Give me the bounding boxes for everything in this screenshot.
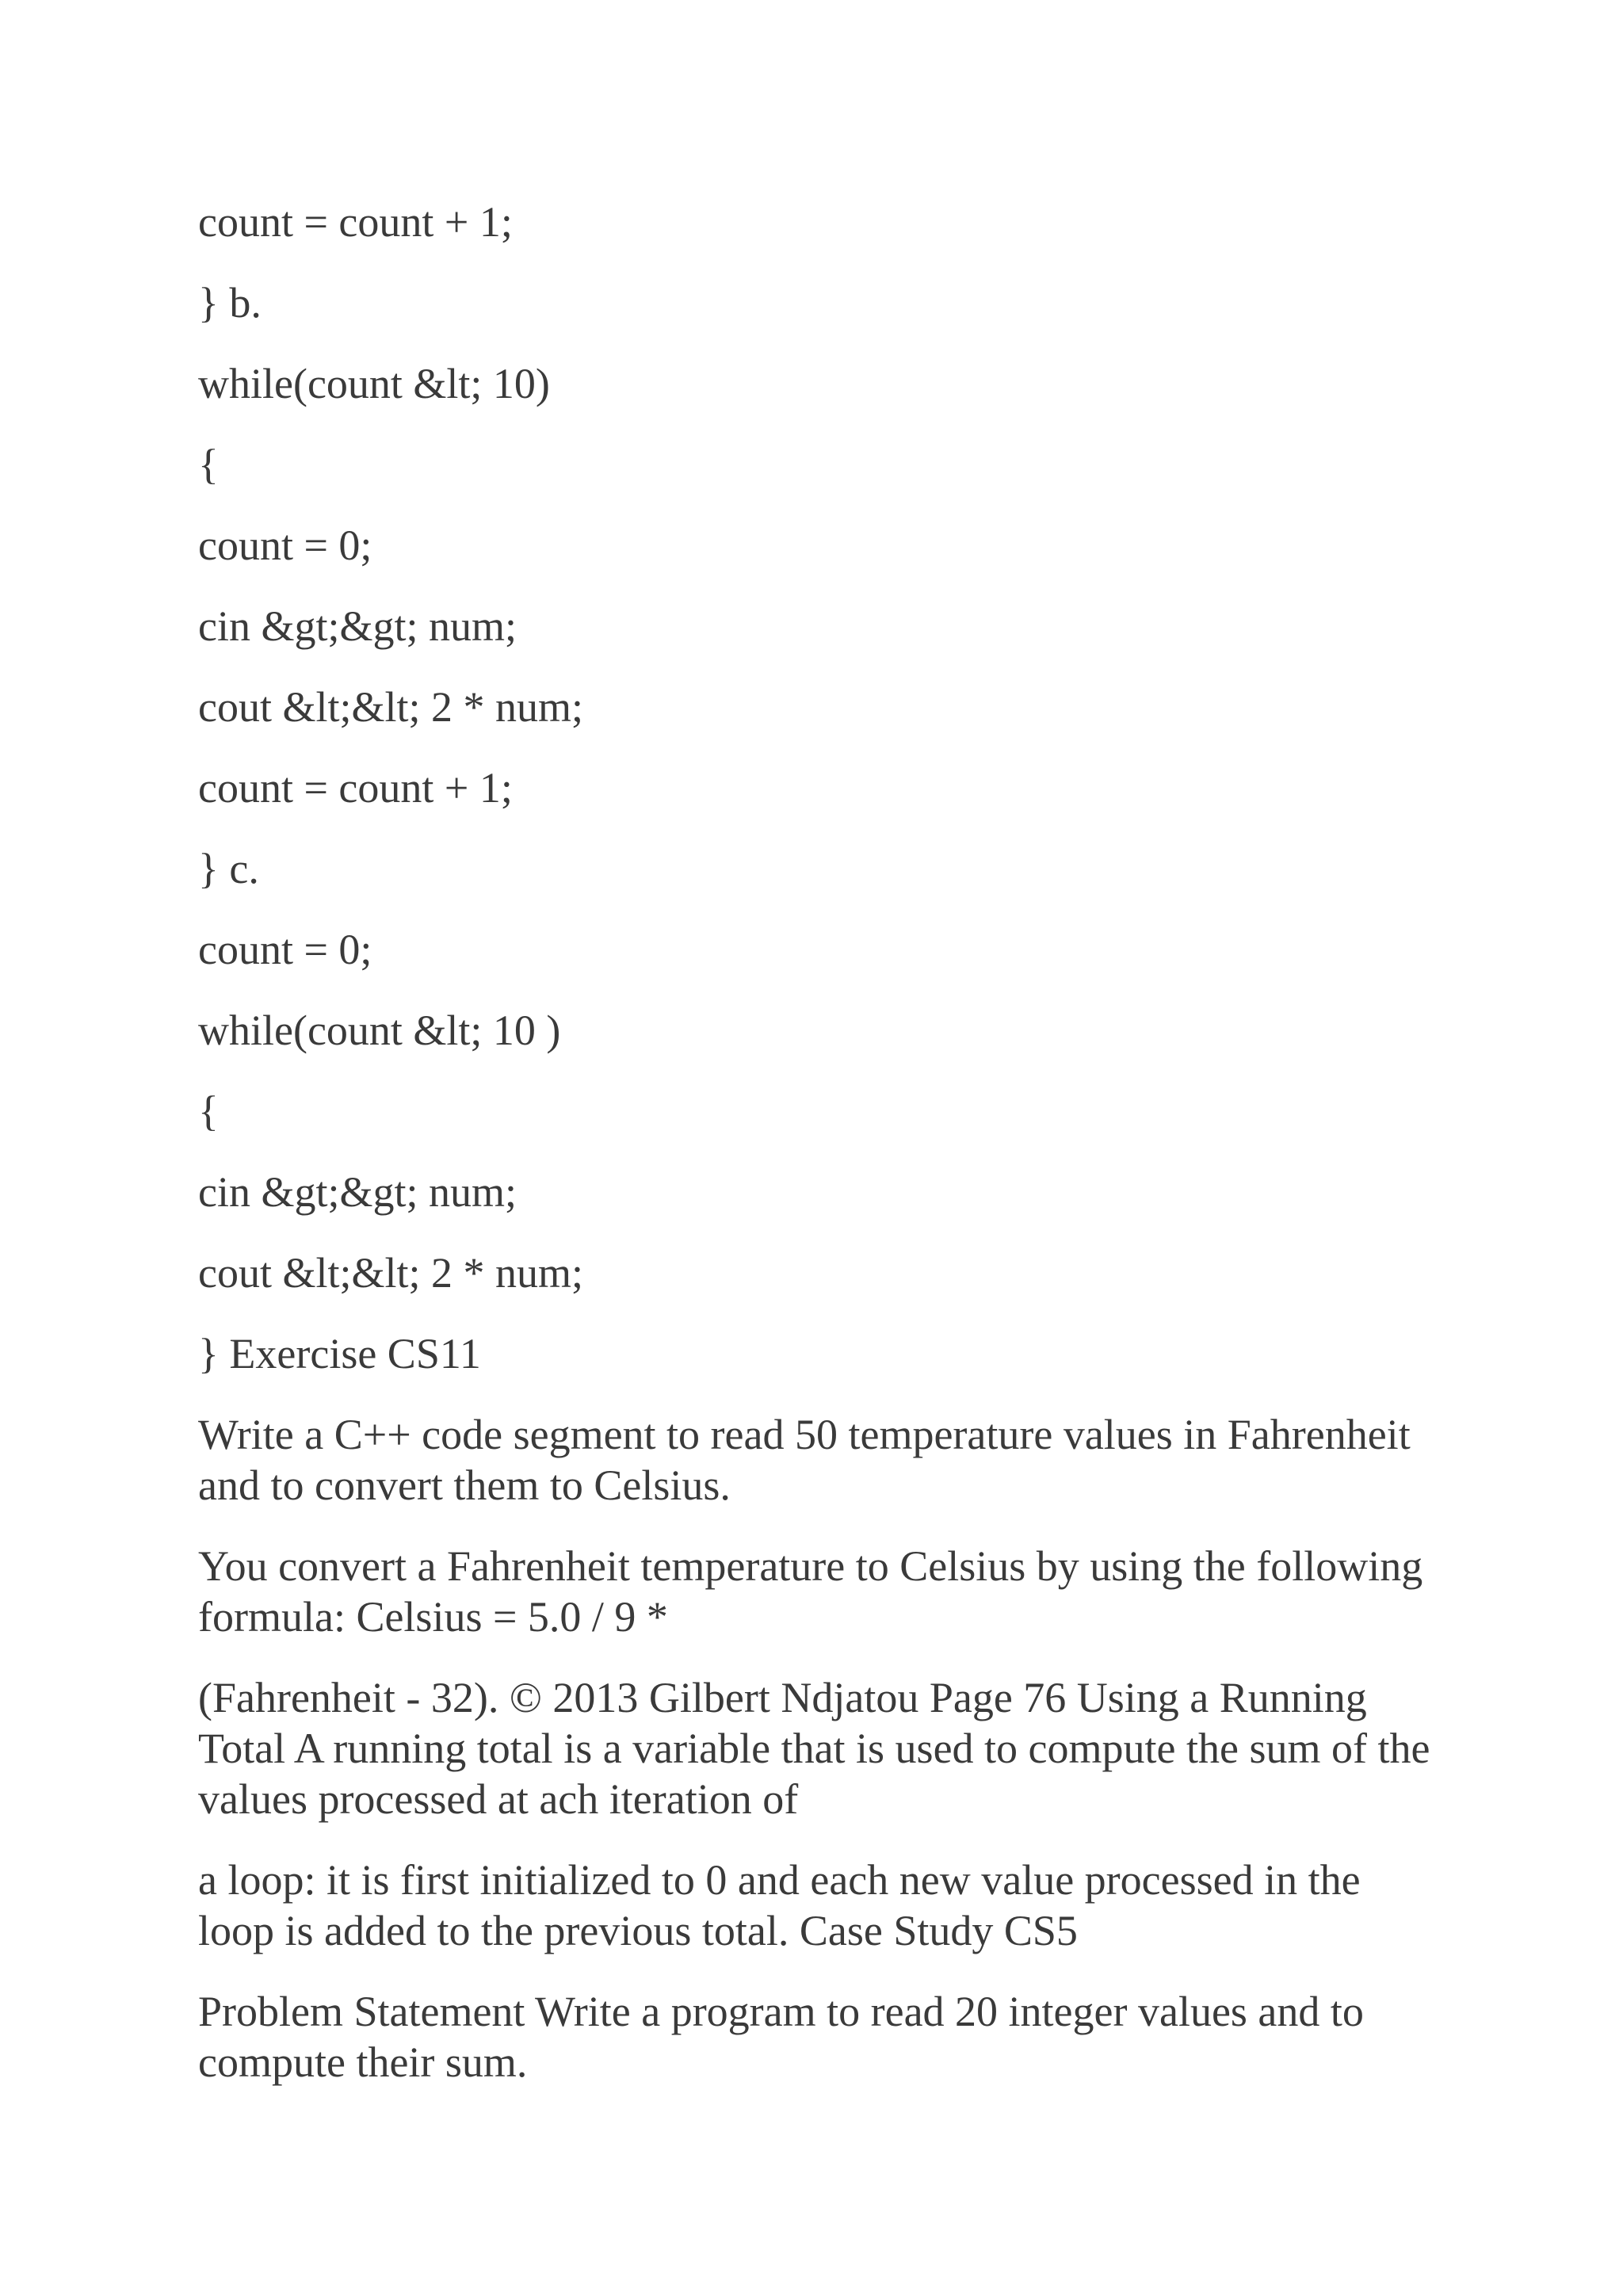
code-line: while(count &lt; 10)	[198, 360, 550, 407]
code-line: {	[198, 1087, 219, 1135]
paragraph-problem-statement: Problem Statement Write a program to read 20 integer values and to compute their sum.	[198, 1988, 1364, 2086]
code-line: count = 0;	[198, 926, 372, 973]
code-line: cin &gt;&gt; num;	[198, 1168, 517, 1216]
code-line: count = count + 1;	[198, 198, 513, 246]
code-line: count = count + 1;	[198, 764, 513, 812]
code-line: {	[198, 441, 219, 488]
code-line: cout &lt;&lt; 2 * num;	[198, 683, 583, 731]
code-line: } c.	[198, 845, 259, 892]
code-line: while(count &lt; 10 )	[198, 1007, 561, 1054]
paragraph-exercise-statement: Write a C++ code segment to read 50 temperature values in Fahrenheit and to convert them to Celsius.	[198, 1411, 1411, 1509]
code-line: cin &gt;&gt; num;	[198, 602, 517, 650]
paragraph-formula: You convert a Fahrenheit temperature to Celsius by using the following formula: Celsius = 5.0 / 9 *	[198, 1542, 1423, 1641]
code-line: } Exercise CS11	[198, 1330, 481, 1377]
paragraph-loop-description: a loop: it is first initialized to 0 and each new value processed in the loop is added to the previous total. Case Study CS5	[198, 1856, 1361, 1954]
paragraph-running-total: (Fahrenheit - 32). © 2013 Gilbert Ndjatou Page 76 Using a Running Total A running total is a variable that is used to compute the sum of the values processed at ach iteration of	[198, 1674, 1430, 1823]
page-content	[198, 197, 1434, 2118]
code-line: count = 0;	[198, 521, 372, 569]
code-line: cout &lt;&lt; 2 * num;	[198, 1249, 583, 1297]
code-line: } b.	[198, 279, 262, 327]
